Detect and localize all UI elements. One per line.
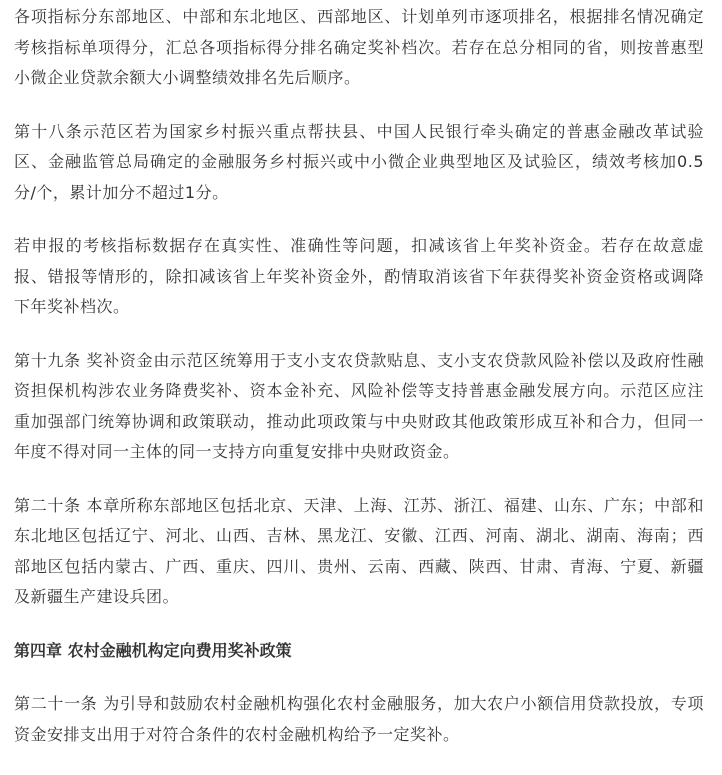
paragraph-data-authenticity: 若申报的考核指标数据存在真实性、准确性等问题，扣减该省上年奖补资金。若存在故意虚报、错报等情形的，除扣减该省上年奖补资金外，酌情取消该省下年获得奖补资金资格或调降下年奖补档次。: [14, 236, 704, 316]
paragraph-ranking-rules: 各项指标分东部地区、中部和东北地区、西部地区、计划单列市逐项排名，根据排名情况确定考核指标单项得分，汇总各项指标得分排名确定奖补档次。若存在总分相同的省，则按普惠型小微企业贷款余额大小调整绩效排名先后顺序。: [14, 7, 704, 87]
paragraph-article-18: 第十八条示范区若为国家乡村振兴重点帮扶县、中国人民银行牵头确定的普惠金融改革试验区、金融监管总局确定的金融服务乡村振兴或中小微企业典型地区及试验区，绩效考核加0.5分/个，累计加分不超过1分。: [14, 121, 704, 202]
document-body: [14, 2, 704, 773]
paragraph-article-19: 第十九条 奖补资金由示范区统筹用于支小支农贷款贴息、支小支农贷款风险补偿以及政府性融资担保机构涉农业务降费奖补、资本金补充、风险补偿等支持普惠金融发展方向。示范区应注重加强部门统筹协调和政策联动，推动此项政策与中央财政其他政策形成互补和合力，但同一年度不得对同一主体的同一支持方向重复安排中央财政资金。: [14, 350, 704, 461]
paragraph-article-20: 第二十条 本章所称东部地区包括北京、天津、上海、江苏、浙江、福建、山东、广东；中部和东北地区包括辽宁、河北、山西、吉林、黑龙江、安徽、江西、河南、湖北、湖南、海南；西部地区包括内蒙古、广西、重庆、四川、贵州、云南、西藏、陕西、甘肃、青海、宁夏、新疆及新疆生产建设兵团。: [14, 495, 704, 606]
paragraph-article-21: 第二十一条 为引导和鼓励农村金融机构强化农村金融服务，加大农户小额信用贷款投放，专项资金安排支出用于对符合条件的农村金融机构给予一定奖补。: [14, 694, 704, 744]
chapter-heading: 第四章 农村金融机构定向费用奖补政策: [14, 640, 292, 660]
